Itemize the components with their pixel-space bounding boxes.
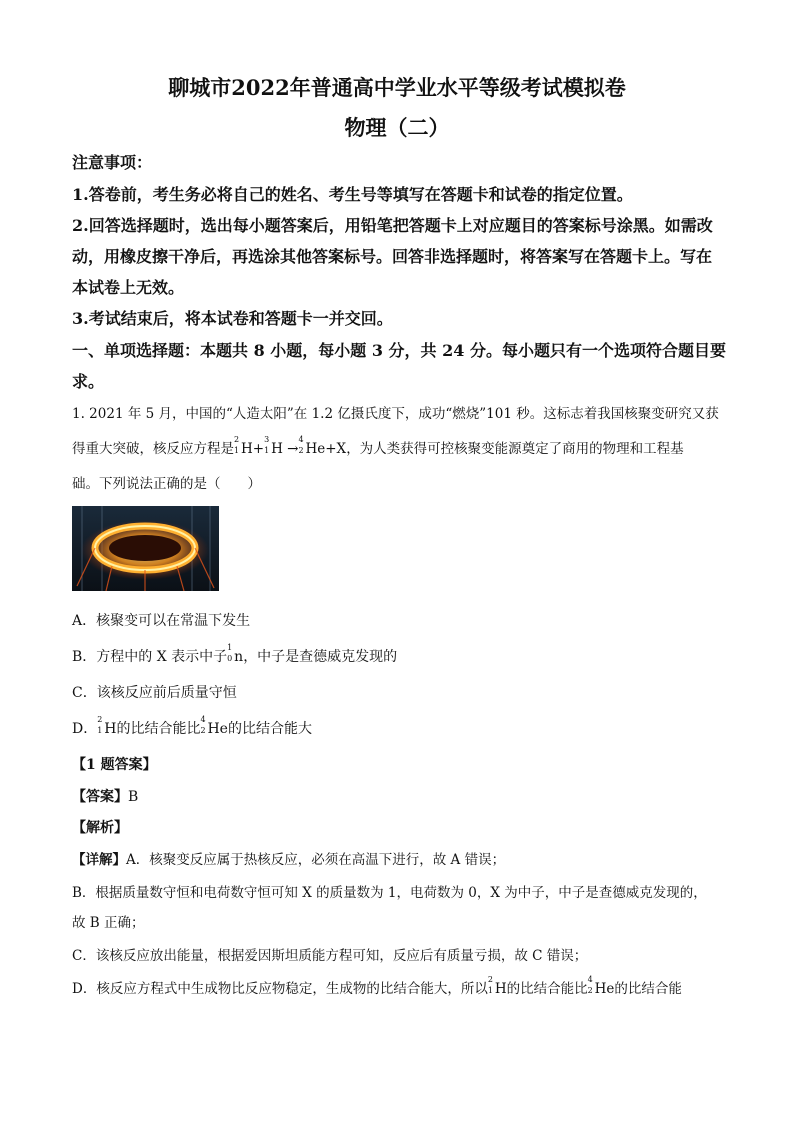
question-1-line-1: 1. 2021 年 5 月，中国的“人造太阳”在 1.2 亿摄氏度下，成功“燃烧”101 秒。这标志着我国核聚变研究又获	[72, 406, 719, 422]
answer-line	[72, 786, 138, 806]
detail-c: C．该核反应放出能量，根据爱因斯坦质能方程可知，反应后有质量亏损，故 C 错误；	[72, 948, 588, 964]
notice-item-2-line-1: 2.回答选择题时，选出每小题答案后，用铅笔把答题卡上对应题目的答案标号涂黑。如需改	[72, 216, 713, 235]
page-subtitle: 物理（二）	[344, 115, 450, 140]
page-title: 聊城市2022年普通高中学业水平等级考试模拟卷	[168, 75, 626, 100]
notice-item-1: 1.答卷前，考生务必将自己的姓名、考生号等填写在答题卡和试卷的指定位置。	[72, 185, 633, 204]
option-b: B．方程中的 X 表示中子 1 0 n，中子是查德威克发现的	[72, 643, 398, 665]
analysis-heading: 【解析】	[72, 820, 128, 836]
section-heading-line-2: 求。	[72, 372, 105, 391]
question-1-line-2-end: ，为人类获得可控核聚变能源奠定了商用的物理和工程基	[346, 441, 684, 457]
detail-b-line-1: B．根据质量数守恒和电荷数守恒可知 X 的质量数为 1，电荷数为 0，X 为中子，中子是查德威克发现的，	[72, 885, 707, 901]
answer-value: B	[128, 789, 139, 805]
question-1-line-2	[72, 437, 684, 457]
answer-tag: 【1 题答案】	[72, 757, 157, 773]
option-a: A．核聚变可以在常温下发生	[72, 613, 251, 629]
detail-b-line-2: 故 B 正确；	[72, 915, 145, 931]
notice-item-2-line-3: 本试卷上无效。	[72, 278, 185, 297]
equation: 2 1 H+ 3 1 H → 4 2 He+X	[234, 435, 347, 457]
option-c: C．该核反应前后质量守恒	[72, 685, 237, 701]
question-1-line-3: 础。下列说法正确的是（ ）	[72, 476, 261, 492]
answer-label: 【答案】	[72, 789, 128, 805]
question-1-line-2-start: 得重大突破，核反应方程是	[72, 441, 234, 457]
notice-item-2-line-2: 动，用橡皮擦干净后，再选涂其他答案标号。回答非选择题时，将答案写在答题卡上。写在	[72, 247, 713, 266]
detail-d: D．核反应方程式中生成物比反应物稳定，生成物的比结合能大，所以 2 1 H的比结合能比 4 2 He的比结合能	[72, 975, 682, 997]
notice-item-3: 3.考试结束后，将本试卷和答题卡一并交回。	[72, 309, 393, 328]
option-d: D． 2 1 H的比结合能比 4 2 He的比结合能大	[72, 715, 312, 737]
detail-a: 【详解】A．核聚变反应属于热核反应，必须在高温下进行，故 A 错误；	[72, 852, 506, 868]
fusion-ring-photo	[72, 506, 219, 591]
notice-heading: 注意事项：	[72, 153, 153, 172]
section-heading-line-1: 一、单项选择题：本题共 8 小题，每小题 3 分，共 24 分。每小题只有一个选项符合题目要	[72, 341, 726, 360]
